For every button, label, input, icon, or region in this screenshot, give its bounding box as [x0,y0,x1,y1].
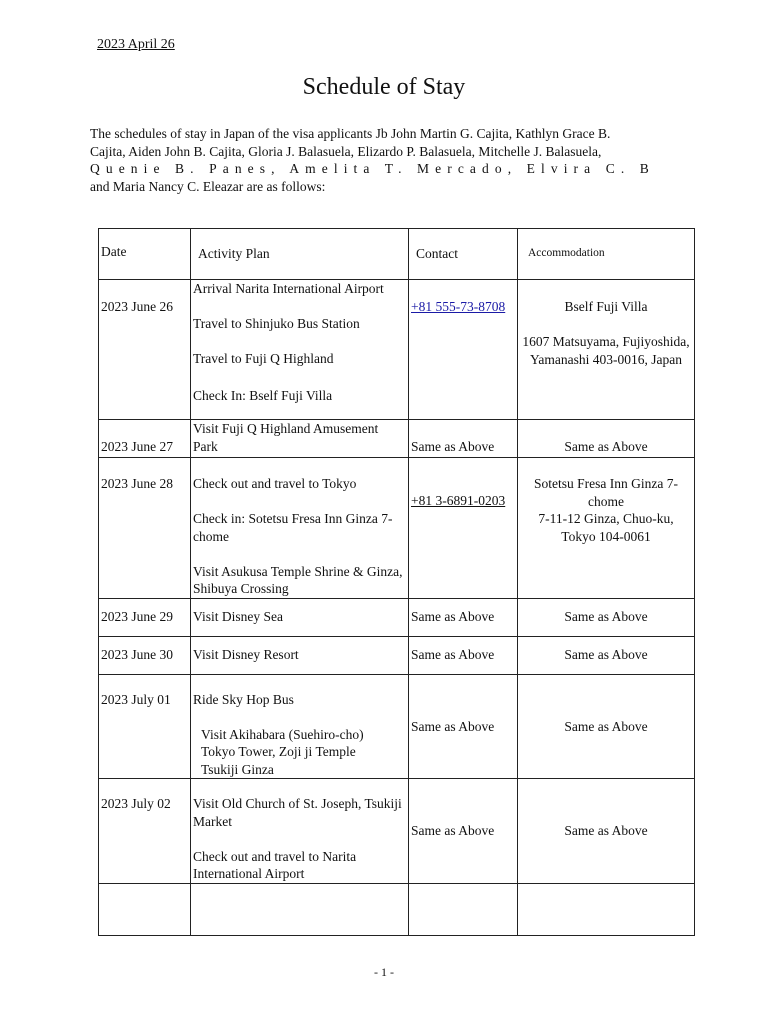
table-row [99,598,695,636]
empty-cell [518,883,695,935]
row-contact: Same as Above [409,636,518,674]
activity-item: Arrival Narita International Airport [193,281,384,296]
page-number: - 1 - [374,965,394,979]
header-activity [191,229,409,280]
page-title: Schedule of Stay [302,74,466,100]
empty-cell [409,883,518,935]
activity-item: Travel to Shinjuko Bus Station [193,316,360,331]
row-date: 2023 June 28 [99,458,191,599]
contact-phone-link[interactable]: +81 3-6891-0203 [411,493,506,508]
activity-item: Check out and travel to Narita International Airport [193,848,357,881]
row-accommodation: Same as Above [518,420,695,458]
row-activities: Visit Fuji Q Highland Amusement Park [191,420,409,458]
row-contact [409,280,518,420]
intro-line-1: The schedules of stay in Japan of the visa applicants Jb John Martin G. Cajita, Kathlyn Grace B. [90,126,611,141]
header-contact [409,229,518,280]
header-activity-label: Activity Plan [198,246,270,261]
table-row-empty [99,883,695,935]
row-accommodation: Same as Above [518,636,695,674]
row-activities [191,280,409,420]
activity-item: Check in: Sotetsu Fresa Inn Ginza 7-chome [193,511,393,544]
row-accommodation [518,280,695,420]
row-date: 2023 June 30 [99,636,191,674]
row-contact: Same as Above [409,420,518,458]
row-contact [409,458,518,599]
table-row [99,636,695,674]
table-row [99,674,695,779]
document-date: 2023 April 26 [97,37,175,52]
row-date: 2023 July 01 [99,674,191,779]
accommodation-name: Sotetsu Fresa Inn Ginza 7-chome [534,476,678,509]
activity-item: Travel to Fuji Q Highland [193,351,334,366]
row-date: 2023 June 29 [99,598,191,636]
activity-item: Visit Old Church of St. Joseph, Tsukiji Market [193,796,402,829]
activity-item: Ride Sky Hop Bus [193,691,294,707]
row-accommodation [518,458,695,599]
accommodation-address: 1607 Matsuyama, Fujiyoshida, Yamanashi 403-0016, Japan [522,334,690,367]
header-date: Date [99,229,191,280]
table-row [99,420,695,458]
table-header-row [99,229,695,280]
row-activities [191,458,409,599]
intro-paragraph [90,125,755,195]
table-row [99,779,695,884]
header-accommodation [518,229,695,280]
intro-line-4: and Maria Nancy C. Eleazar are as follows: [90,178,326,194]
row-date: 2023 July 02 [99,779,191,884]
empty-cell [99,883,191,935]
intro-line-3: Quenie B. Panes, Amelita T. Mercado, Elvira C. B [90,161,655,176]
activity-item: Check out and travel to Tokyo [193,476,357,491]
activity-item: Visit Asukusa Temple Shrine & Ginza, Shibuya Crossing [193,563,403,596]
row-accommodation: Same as Above [518,779,695,884]
activity-item: Tsukiji Ginza [201,761,274,777]
schedule-table [98,228,695,936]
row-accommodation: Same as Above [518,674,695,779]
table-row [99,458,695,599]
table-row [99,280,695,420]
intro-line-2: Cajita, Aiden John B. Cajita, Gloria J. Balasuela, Elizardo P. Balasuela, Mitchelle J. Balasuela, [90,143,602,159]
row-activities: Visit Disney Resort [191,636,409,674]
row-date: 2023 June 26 [99,280,191,420]
row-activities [191,779,409,884]
row-activities [191,674,409,779]
header-accommodation-label: Accommodation [528,247,605,259]
accommodation-name: Bself Fuji Villa [564,299,648,314]
row-activities: Visit Disney Sea [191,598,409,636]
contact-phone-link[interactable]: +81 555-73-8708 [411,299,506,314]
activity-item: Visit Akihabara (Suehiro-cho) [201,726,364,742]
row-date: 2023 June 27 [99,420,191,458]
activity-item: Tokyo Tower, Zoji ji Temple [201,744,356,759]
row-contact: Same as Above [409,598,518,636]
row-accommodation: Same as Above [518,598,695,636]
header-contact-label: Contact [416,246,458,261]
empty-cell [191,883,409,935]
accommodation-address: 7-11-12 Ginza, Chuo-ku, Tokyo 104-0061 [538,511,674,544]
row-contact: Same as Above [409,779,518,884]
activity-item: Check In: Bself Fuji Villa [193,388,333,403]
row-contact: Same as Above [409,674,518,779]
